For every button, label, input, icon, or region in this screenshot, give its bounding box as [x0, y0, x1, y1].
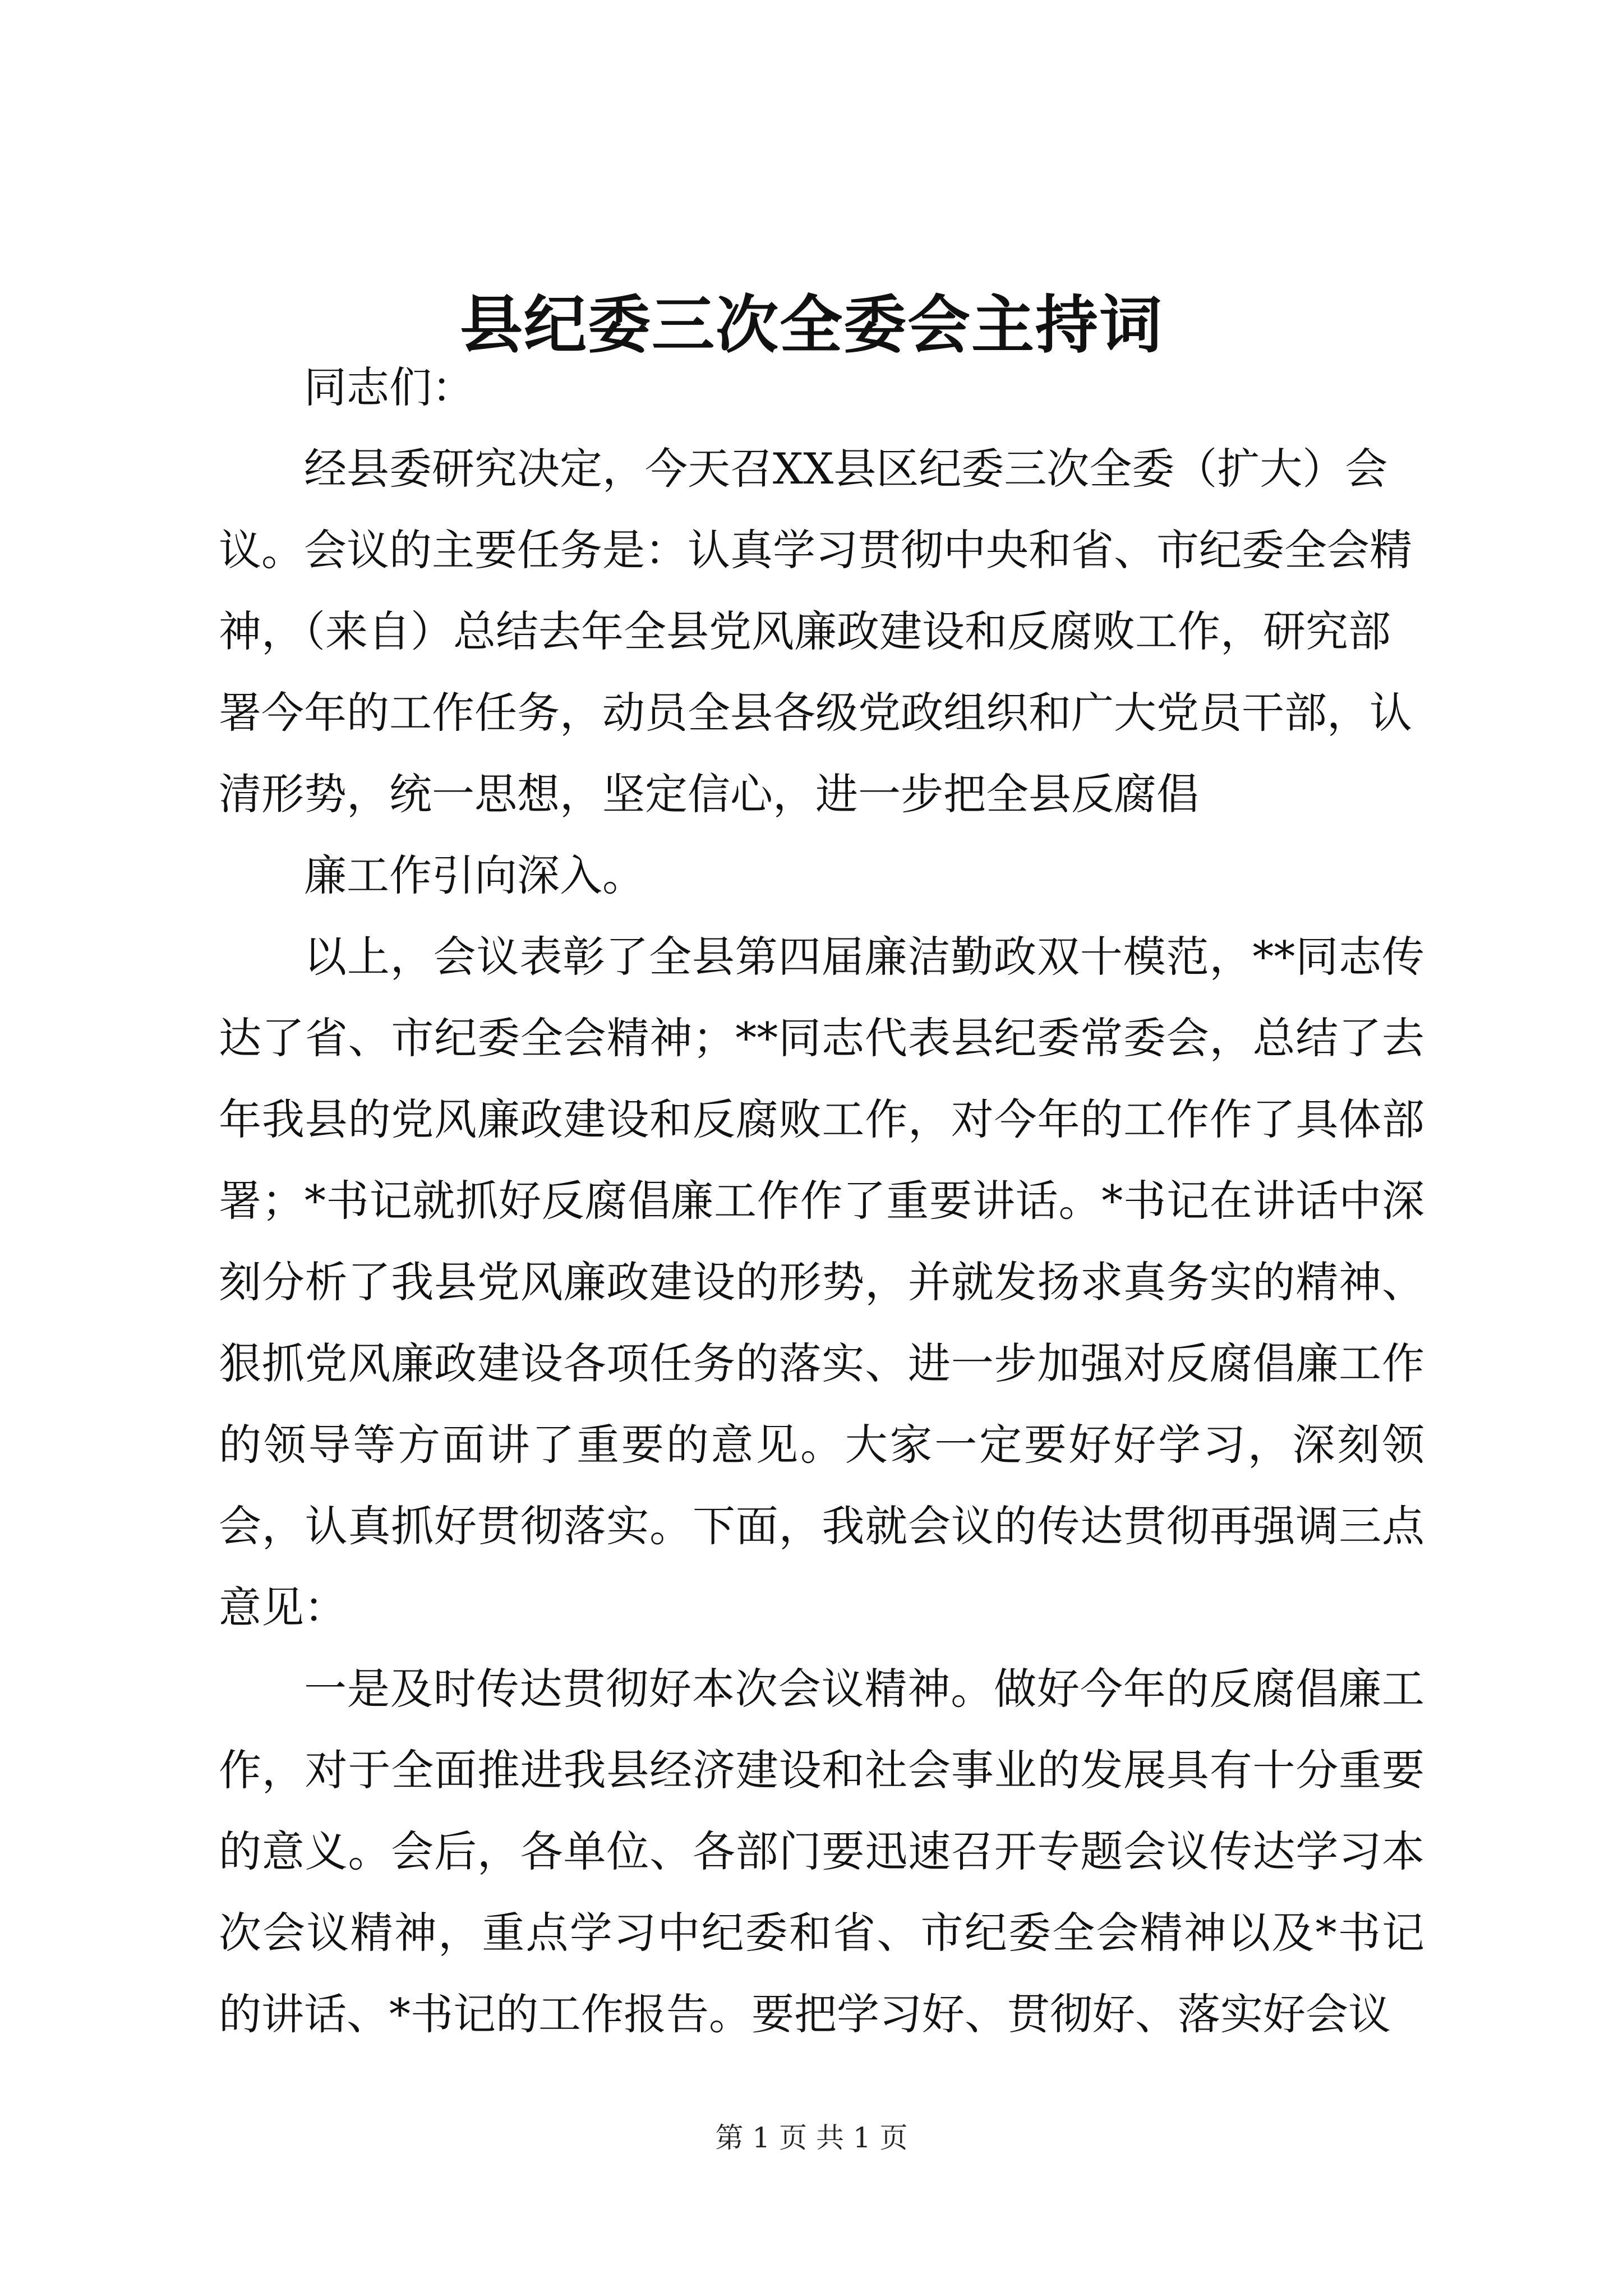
summary-paragraph: 以上，会议表彰了全县第四届廉洁勤政双十模范，**同志传达了省、市纪委全会精神；**同志代表县纪委常委会，总结了去年我县的党风廉政建设和反腐败工作，对今年的工作作了具体部署；*书记就抓好反腐倡廉工作作了重要讲话。*书记在讲话中深刻分析了我县党风廉政建设的形势，并就发扬求真务实的精神、狠抓党风廉政建设各项任务的落实、进一步加强对反腐倡廉工作的领导等方面讲了重要的意见。大家一定要好好学习，深刻领会，认真抓好贯彻落实。下面，我就会议的传达贯彻再强调三点意见： — [219, 932, 1424, 1632]
intro-continuation-paragraph: 廉工作引向深入。 — [304, 850, 645, 900]
page-footer: 第 1 页 共 1 页 — [715, 2122, 908, 2154]
intro-paragraph: 经县委研究决定，今天召XX县区纪委三次全委（扩大）会议。会议的主要任务是：认真学习贯彻中央和省、市纪委全会精神，（来自）总结去年全县党风廉政建设和反腐败工作，研究部署今年的工作任务，动员全县各级党政组织和广大党员干部，认清形势，统一思想，坚定信心，进一步把全县反腐倡 — [219, 444, 1412, 819]
greeting-paragraph: 同志们： — [304, 362, 474, 412]
document-body — [219, 347, 1424, 2055]
point-one-paragraph: 一是及时传达贯彻好本次会议精神。做好今年的反腐倡廉工作，对于全面推进我县经济建设和社会事业的发展具有十分重要的意义。会后，各单位、各部门要迅速召开专题会议传达学习本次会议精神，重点学习中纪委和省、市纪委全会精神以及*书记的讲话、*书记的工作报告。要把学习好、贯彻好、落实好会议 — [219, 1664, 1424, 2039]
document-title: 县纪委三次全委会主持词 — [460, 288, 1163, 362]
